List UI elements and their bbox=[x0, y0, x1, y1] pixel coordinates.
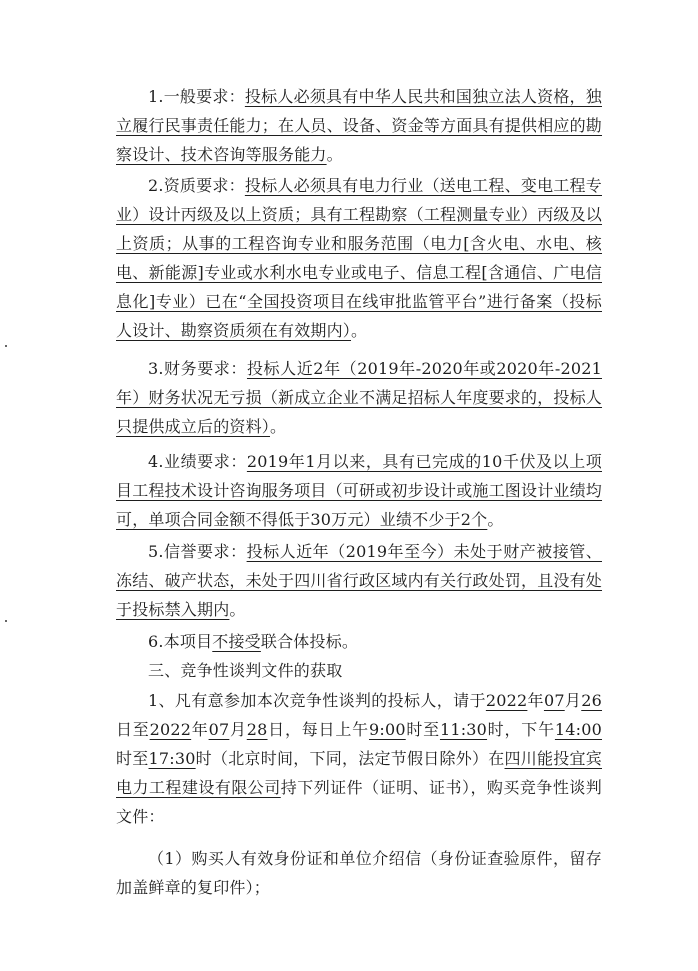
acquire-text: 时至 bbox=[405, 720, 440, 739]
start-month: 07 bbox=[543, 691, 565, 710]
requirement-qualification bbox=[116, 171, 602, 345]
end-month: 07 bbox=[208, 720, 230, 739]
acquire-text: 年 bbox=[191, 720, 209, 739]
acquire-text: 时，下午 bbox=[487, 720, 555, 739]
requirement-general bbox=[116, 82, 602, 169]
requirement-text: 投标人近2年（2019年-2020年或2020年-2021年）财务状况无亏损（新成立企业不满足招标人年度要求的，投标人只提供成立后的资料） bbox=[116, 359, 603, 436]
am-start-time: 9:00 bbox=[368, 720, 406, 739]
scan-mark bbox=[5, 620, 7, 622]
requirement-reputation bbox=[116, 537, 602, 624]
end-year: 2022 bbox=[149, 720, 192, 739]
section-heading: 三、竞争性谈判文件的获取 bbox=[148, 661, 343, 680]
punctuation: 。 bbox=[351, 321, 368, 340]
start-year: 2022 bbox=[485, 691, 528, 710]
punctuation: 。 bbox=[487, 510, 504, 529]
requirement-text: 投标人必须具有中华人民共和国独立法人资格，独立履行民事责任能力；在人员、设备、资金等方面具有提供相应的勘察设计、技术咨询等服务能力 bbox=[116, 87, 603, 164]
am-end-time: 11:30 bbox=[439, 720, 488, 739]
acquire-text: 1、凡有意参加本次竞争性谈判的投标人，请于 bbox=[148, 691, 486, 710]
acquire-text: 时至 bbox=[116, 749, 149, 768]
acquisition-paragraph bbox=[116, 686, 602, 831]
acquire-text: 持下列证件（证明、证书），购买竞争性谈判文件： bbox=[116, 778, 602, 826]
acquire-text: 日至 bbox=[116, 720, 150, 739]
acquire-text: 月 bbox=[564, 691, 582, 710]
requirement-consortium bbox=[116, 627, 602, 656]
scan-mark bbox=[5, 345, 7, 347]
item6-not-accepted: 不接受 bbox=[212, 632, 261, 651]
requirement-label: 2.资质要求： bbox=[148, 176, 245, 195]
acquire-text: 日，每日上午 bbox=[267, 720, 369, 739]
item6-suffix: 联合体投标。 bbox=[260, 632, 359, 651]
requirement-label: 1.一般要求： bbox=[148, 87, 245, 106]
start-day: 26 bbox=[581, 691, 603, 710]
requirement-text: 2019年1月以来，具有已完成的10千伏及以上项目工程技术设计咨询服务项目（可研或初步设计或施工图设计业绩均可，单项合同金额不得低于30万元）业绩不少于2个 bbox=[116, 452, 603, 529]
item6-prefix: 6.本项目 bbox=[148, 632, 213, 651]
requirement-label: 4.业绩要求： bbox=[148, 452, 247, 471]
requirement-label: 3.财务要求： bbox=[148, 359, 247, 378]
requirement-financial bbox=[116, 354, 602, 441]
requirement-text: 投标人近年（2019年至今）未处于财产被接管、冻结、破产状态，未处于四川省行政区域内有关行政处罚，且没有处于投标禁入期内 bbox=[116, 542, 603, 619]
document-list-item-1: （1）购买人有效身份证和单位介绍信（身份证查验原件，留存加盖鲜章的复印件）； bbox=[116, 849, 602, 897]
pm-start-time: 14:00 bbox=[554, 720, 603, 739]
requirement-performance bbox=[116, 447, 602, 534]
end-day: 28 bbox=[246, 720, 268, 739]
requirement-label: 5.信誉要求： bbox=[148, 542, 247, 561]
company-name: 四川能投宜宾电力工程建设有限公司 bbox=[116, 749, 602, 797]
punctuation: 。 bbox=[229, 600, 246, 619]
punctuation: 。 bbox=[326, 145, 343, 164]
punctuation: 。 bbox=[270, 417, 287, 436]
acquire-text: 时（北京时间，下同，法定节假日除外）在 bbox=[195, 749, 505, 768]
acquire-text: 月 bbox=[229, 720, 247, 739]
requirement-text: 投标人必须具有电力行业（送电工程、变电工程专业）设计丙级及以上资质；具有工程勘察（工程测量专业）丙级及以上资质；从事的工程咨询专业和服务范围（电力[含火电、水电、核电、新能源]专业或水利水电专业或电子、信息工程[含通信、广电信息化]专业）已在“全国投资项目在线审批监管平台”进行备案（投标人设计、勘察资质须在有效期内） bbox=[116, 176, 603, 340]
pm-end-time: 17:30 bbox=[148, 749, 196, 768]
acquire-text: 年 bbox=[527, 691, 544, 710]
